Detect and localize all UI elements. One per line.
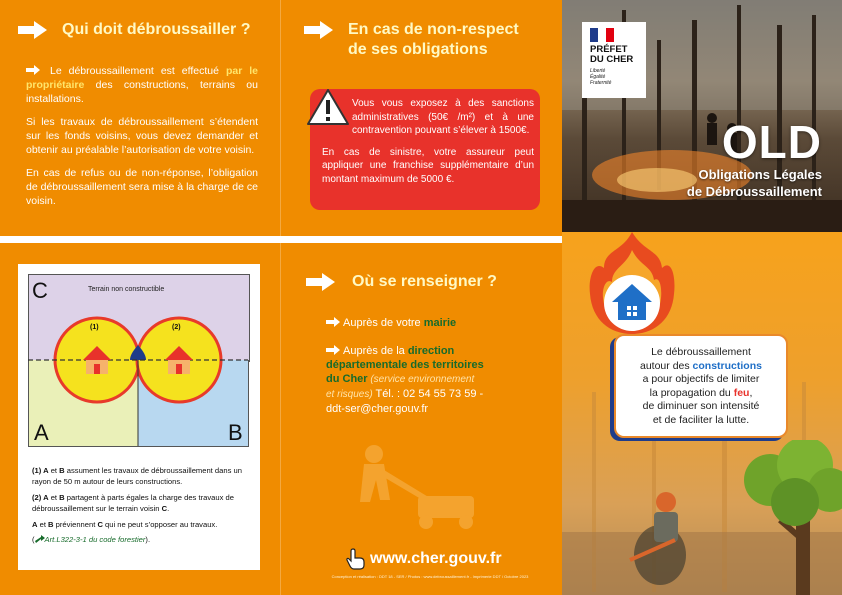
text: C — [97, 520, 103, 529]
text: partagent à parts égales la charge des travaux de débroussaillement sur le terrain voisin — [32, 493, 234, 513]
boundary-diagram — [18, 264, 260, 570]
text: B — [48, 520, 54, 529]
text: B — [59, 466, 65, 475]
hand-pointer-icon — [346, 548, 366, 570]
text: B — [59, 493, 65, 502]
legal-reference — [32, 535, 252, 546]
contact-list — [326, 316, 546, 416]
motto-line: Égalité — [590, 74, 606, 80]
highlight: du Cher — [326, 373, 368, 385]
warning-text — [322, 97, 534, 186]
house-1-label: (1) — [90, 324, 99, 331]
contact-item — [326, 344, 546, 416]
info-line: a pour objectifs de limiter — [642, 373, 760, 385]
acronym: OLD — [721, 116, 822, 168]
info-line: de diminuer son intensité — [642, 400, 760, 412]
zone-a-label: A — [34, 420, 49, 445]
paragraph: En cas de sinistre, votre assureur peut appliquer une franchise supplémentaire d’un montant maximum de 5000 €. — [322, 146, 534, 185]
text: ( — [32, 534, 35, 544]
circles-diagram — [28, 274, 248, 446]
info-text — [616, 346, 786, 427]
mower-illustration — [340, 440, 500, 540]
phone: Tél. : 02 54 55 73 59 - — [372, 388, 484, 400]
prefet-logo — [582, 22, 646, 98]
text: et risques) — [326, 389, 373, 400]
motto-line: Liberté — [590, 68, 606, 74]
text: , — [749, 386, 753, 399]
contact-item — [326, 316, 546, 330]
paragraph: Si les travaux de débroussaillement s’étendent sur les fonds voisins, vous devez demander et obtenir au préalable l’autorisation de votre voisin. — [26, 116, 258, 156]
zone-b-label: B — [228, 420, 243, 445]
text: et — [37, 520, 49, 529]
text: autour des — [640, 359, 693, 372]
paragraph: Vous vous exposez à des sanctions administratives (50€ /m²) et à une contravention pouvant s’élever à 1500€. — [352, 98, 534, 136]
legend-item — [32, 466, 252, 487]
subtitle-line: Obligations Légales — [698, 167, 822, 182]
text: Le débroussaillement est effectué — [49, 65, 226, 77]
info-line — [616, 360, 786, 374]
text: Auprès de la — [343, 345, 408, 357]
text: assument les travaux de débroussaillement dans un rayon de 50 m autour de leurs constructions. — [32, 466, 242, 486]
email-link[interactable]: ddt-ser@cher.gouv.fr — [326, 403, 429, 415]
text: C — [161, 503, 168, 513]
terrain-label: Terrain non constructible — [88, 286, 165, 293]
panel-separator — [280, 0, 281, 236]
website-link[interactable]: www.cher.gouv.fr — [370, 550, 502, 567]
text: des constructions, terrains ou installations. — [26, 79, 258, 105]
section-title: Où se renseigner ? — [352, 273, 497, 290]
prefet-line: PRÉFET — [590, 44, 628, 55]
legal-link[interactable]: Art.L322-3-1 du code forestier — [44, 534, 146, 544]
title-line: de ses obligations — [348, 41, 488, 58]
text: (service environnement — [367, 374, 475, 385]
legend-item — [32, 520, 252, 531]
arrow-icon — [16, 20, 48, 40]
horizontal-divider — [0, 236, 562, 243]
panel-separator — [280, 243, 281, 595]
text: . — [167, 503, 170, 513]
title-line: En cas de non-respect — [348, 21, 519, 38]
fire-house-icon — [582, 228, 684, 338]
highlight: par le propriétaire — [26, 65, 259, 91]
section-title — [348, 20, 548, 60]
text: et — [48, 493, 60, 502]
highlight: direction — [407, 345, 455, 357]
highlight: mairie — [423, 317, 457, 329]
highlight: départementale des territoires — [326, 359, 484, 371]
text: préviennent — [53, 520, 98, 529]
info-box — [614, 334, 788, 438]
text: qui ne peut s’opposer au travaux. — [102, 520, 218, 529]
motto-line: Fraternité — [590, 80, 612, 86]
zone-c-label: C — [32, 278, 48, 303]
arrow-icon — [304, 272, 336, 292]
paragraph: En cas de refus ou de non-réponse, l’obligation de débroussaillement sera mise à la charge de ce voisin. — [26, 167, 258, 207]
arrow-icon — [326, 345, 340, 355]
arrow-icon — [302, 20, 334, 40]
text: (1) A — [32, 466, 49, 475]
text: A — [32, 520, 38, 529]
arrow-icon — [26, 65, 40, 75]
prefet-name — [590, 45, 633, 65]
paragraph — [26, 64, 258, 106]
info-line: et de faciliter la lutte. — [652, 413, 750, 426]
arrow-icon — [326, 317, 340, 327]
text: Auprès de votre — [343, 317, 424, 329]
info-line: Le débroussaillement — [651, 346, 751, 358]
subtitle — [600, 166, 822, 200]
section-title: Qui doit débroussailler ? — [62, 21, 251, 38]
text: (2) A — [32, 493, 49, 502]
motto — [590, 68, 611, 86]
credits: Conception et réalisation : DDT 18 - SER / Photos : www.debroussaillement.fr - Imprimerie DDT / Octobre 2023 — [331, 574, 529, 579]
tree-illustration — [600, 440, 842, 595]
text: et — [48, 466, 60, 475]
subtitle-line: de Débroussaillement — [686, 184, 822, 199]
info-line — [616, 387, 786, 401]
highlight: constructions — [692, 359, 762, 372]
house-2-label: (2) — [172, 324, 181, 331]
text: ). — [145, 534, 151, 544]
marianne-icon — [590, 28, 614, 42]
prefet-line: DU CHER — [590, 54, 634, 65]
cover-title — [600, 118, 822, 200]
text: la propagation du — [649, 386, 734, 399]
highlight: feu — [733, 386, 750, 399]
diagram-legend — [32, 466, 252, 545]
warning-box — [310, 89, 540, 210]
legend-item — [32, 493, 252, 514]
link-arrow-icon — [35, 535, 45, 543]
panel-who-text — [26, 64, 258, 208]
